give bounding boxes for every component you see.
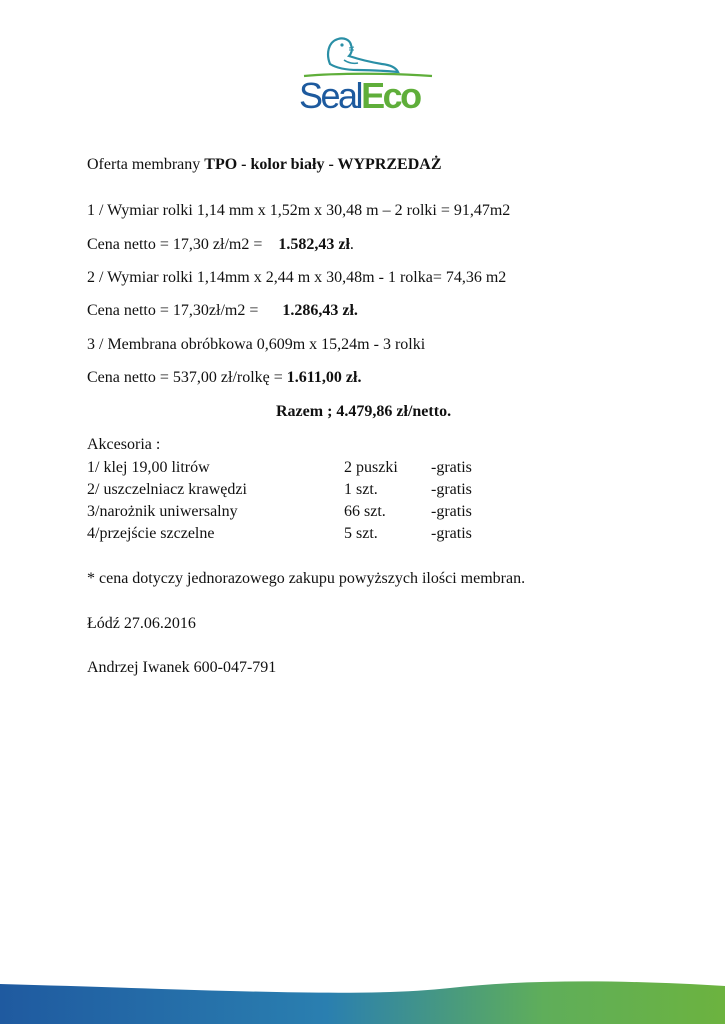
accessory-name: 2/ uszczelniacz krawędzi [87, 481, 247, 498]
item-3-price [87, 368, 361, 388]
item-2-price-value: 1.286,43 zł. [282, 302, 358, 319]
accessory-quantity: 1 szt. [344, 481, 378, 498]
accessory-name: 3/narożnik uniwersalny [87, 503, 238, 520]
place-date: Łódź 27.06.2016 [87, 615, 196, 632]
accessory-quantity: 5 szt. [344, 525, 378, 542]
offer-total: Razem ; 4.479,86 zł/netto. [276, 403, 452, 420]
accessories-header: Akcesoria : [87, 436, 161, 453]
accessory-price: -gratis [431, 481, 472, 498]
item-1-description: 1 / Wymiar rolki 1,14 mm x 1,52m x 30,48 m – 2 rolki = 91,47m2 [87, 202, 511, 219]
item-1-price [87, 235, 354, 255]
offer-title [87, 155, 442, 175]
logo-text-seal: Seal [299, 75, 362, 116]
logo-wordmark [299, 75, 420, 116]
item-3-price-value: 1.611,00 zł. [286, 369, 362, 386]
purchase-note: * cena dotyczy jednorazowego zakupu powyższych ilości membran. [87, 570, 526, 587]
logo-text-eco: Eco [361, 75, 420, 116]
item-3-price-label: Cena netto = 537,00 zł/rolkę = [87, 369, 283, 386]
accessory-price: -gratis [431, 503, 472, 520]
item-1-price-value: 1.582,43 zł [278, 236, 350, 253]
accessory-price: -gratis [431, 459, 472, 476]
item-1-price-suffix: . [349, 236, 354, 253]
accessory-name: 1/ klej 19,00 litrów [87, 459, 210, 476]
item-1-price-label: Cena netto = 17,30 zł/m2 = [87, 236, 263, 253]
offer-title-prefix: Oferta membrany [87, 156, 201, 173]
item-3-description: 3 / Membrana obróbkowa 0,609m x 15,24m - 3 rolki [87, 336, 426, 353]
footer-wave-band [0, 978, 725, 1024]
item-2-description: 2 / Wymiar rolki 1,14mm x 2,44 m x 30,48m - 1 rolka= 74,36 m2 [87, 269, 507, 286]
offer-title-bold: TPO - kolor biały - WYPRZEDAŻ [204, 156, 442, 173]
accessory-name: 4/przejście szczelne [87, 525, 215, 542]
item-2-price-label: Cena netto = 17,30zł/m2 = [87, 302, 259, 319]
seal-icon [296, 30, 438, 80]
accessory-quantity: 2 puszki [344, 459, 398, 476]
contact-info: Andrzej Iwanek 600-047-791 [87, 659, 277, 676]
accessory-quantity: 66 szt. [344, 503, 386, 520]
sealeco-logo [296, 30, 438, 116]
accessory-price: -gratis [431, 525, 472, 542]
item-2-price [87, 301, 358, 321]
